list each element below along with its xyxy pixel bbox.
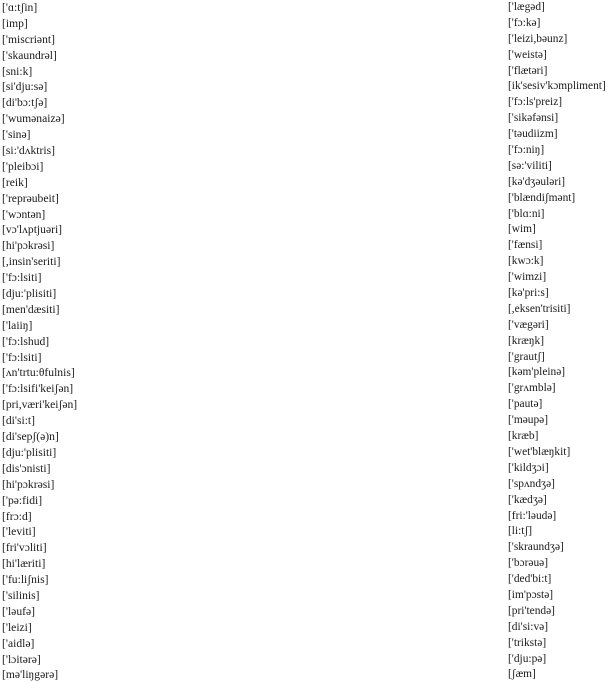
phonetic-entry: [imp] xyxy=(2,16,28,30)
phonetic-entry: ['fænsi] xyxy=(508,239,543,252)
phonetic-entry: ['vægəri] xyxy=(508,318,549,331)
phonetic-entry: [di'si:t] xyxy=(2,414,36,428)
phonetic-entry: ['kædʒə] xyxy=(508,493,547,506)
phonetic-entry: [si'dju:sə] xyxy=(2,80,48,94)
phonetic-entry: [hi'pɔkrəsi] xyxy=(2,477,55,491)
phonetic-entry: ['bɔrəuə] xyxy=(508,557,548,570)
phonetic-entry: ['leizi] xyxy=(2,620,32,634)
phonetic-entry: ['sinə] xyxy=(2,128,31,142)
phonetic-entry: ['wɔntən] xyxy=(2,207,46,221)
phonetic-entry: ['spʌndʒə] xyxy=(508,477,555,490)
phonetic-entry: [men'dæsiti] xyxy=(2,302,60,316)
phonetic-entry: [li:tʃ] xyxy=(508,525,533,538)
phonetic-entry: [di'bɔ:tʃə] xyxy=(2,96,48,110)
phonetic-entry: [dis'ɔnisti] xyxy=(2,461,51,475)
phonetic-entry: [frɔ:d] xyxy=(2,509,32,523)
phonetic-entry: [sə:'viliti] xyxy=(508,159,552,172)
phonetic-entry: ['fɔ:lshud] xyxy=(2,334,50,348)
phonetic-entry: ['aidlə] xyxy=(2,636,35,650)
phonetic-entry: ['skraundʒə] xyxy=(508,541,564,554)
phonetic-entry: [hi'pɔkrəsi] xyxy=(2,239,55,253)
phonetic-entry: ['blændiʃmənt] xyxy=(508,191,576,204)
phonetic-entry: ['fɔ:kə] xyxy=(508,16,541,29)
phonetic-entry: ['pə:fidi] xyxy=(2,493,43,507)
phonetic-entry: ['blɑ:ni] xyxy=(508,207,545,220)
phonetic-entry: [fri:'ləudə] xyxy=(508,509,557,522)
phonetic-entry: [pri'tendə] xyxy=(508,604,555,617)
phonetic-entry: ['wimzi] xyxy=(508,271,547,284)
phonetic-entry: ['ɑ:tʃin] xyxy=(2,1,38,14)
phonetic-entry: ['flætəri] xyxy=(508,64,548,77)
right-phonetic-column xyxy=(508,0,616,683)
phonetic-entry: ['fɔ:lsiti] xyxy=(2,350,42,364)
phonetic-entry: ['məupə] xyxy=(508,414,549,427)
phonetic-entry: ['wumənaizə] xyxy=(2,112,65,126)
phonetic-entry: ['laiiŋ] xyxy=(2,318,33,332)
phonetic-entry: ['grʌmblə] xyxy=(508,382,556,395)
phonetic-entry: ['fɔ:lsiti] xyxy=(2,271,42,285)
phonetic-entry: ['təudiizm] xyxy=(508,128,558,141)
phonetic-entry: [fri'vɔliti] xyxy=(2,541,47,555)
phonetic-entry: [ʃæm] xyxy=(508,668,536,681)
phonetic-entry: ['wet'blæŋkit] xyxy=(508,445,571,458)
phonetic-entry: ['fɔ:lsifi'keiʃən] xyxy=(2,382,74,396)
phonetic-entry: ['fu:liʃnis] xyxy=(2,573,49,587)
phonetic-entry: ['silinis] xyxy=(2,588,40,602)
phonetic-entry: [ʌn'trtu:θfulnis] xyxy=(2,366,75,380)
phonetic-entry: ['fɔ:ls'preiz] xyxy=(508,96,563,109)
phonetic-entry: [dju:'plisiti] xyxy=(2,445,57,459)
phonetic-entry: [im'pɔstə] xyxy=(508,588,554,601)
phonetic-entry: [kræŋk] xyxy=(508,334,545,347)
phonetic-entry: ['trikstə] xyxy=(508,636,547,649)
phonetic-entry: ['ded'bi:t] xyxy=(508,573,552,586)
phonetic-entry: [sni:k] xyxy=(2,64,33,78)
phonetic-entry: [kə'dʒəuləri] xyxy=(508,175,566,188)
phonetic-entry: [hi'læriti] xyxy=(2,557,46,571)
phonetic-entry: [kræb] xyxy=(508,430,539,443)
phonetic-entry: [si:'dʌktris] xyxy=(2,144,55,158)
phonetic-entry: [vɔ'lʌptjuəri] xyxy=(2,223,63,237)
phonetic-entry: ['reprəubeit] xyxy=(2,191,59,205)
phonetic-entry: [dju:'plisiti] xyxy=(2,287,57,301)
phonetic-entry: [di'si:və] xyxy=(508,620,549,633)
phonetic-entry: [,insin'seriti] xyxy=(2,255,61,269)
phonetic-entry: [pri,væri'keiʃən] xyxy=(2,398,78,412)
phonetic-entry: ['sikəfənsi] xyxy=(508,112,559,125)
phonetic-entry: ['dju:pə] xyxy=(508,652,547,665)
phonetic-entry: ['leviti] xyxy=(2,525,36,539)
phonetic-entry: [,eksen'trisiti] xyxy=(508,302,571,315)
phonetic-entry: ['pautə] xyxy=(508,398,543,411)
phonetic-entry: ['leizi,bəunz] xyxy=(508,32,568,45)
phonetic-entry: ['pleibɔi] xyxy=(2,159,44,173)
phonetic-entry: ['grautʃ] xyxy=(508,350,545,363)
phonetic-entry: ['fɔ:niŋ] xyxy=(508,144,545,157)
phonetic-entry: ['lægəd] xyxy=(508,1,545,13)
phonetic-entry: [kwɔ:k] xyxy=(508,255,544,268)
phonetic-entry: ['skaundrəl] xyxy=(2,48,57,62)
phonetic-entry: ['lɔitərə] xyxy=(2,652,41,666)
phonetic-entry: [kə'pri:s] xyxy=(508,287,549,300)
phonetic-entry: [mə'liŋgərə] xyxy=(2,668,59,682)
phonetic-entry: ['ləufə] xyxy=(2,604,35,618)
phonetic-entry: [ik'sesiv'kɔmpliment] xyxy=(508,80,606,93)
phonetic-entry: ['miscriənt] xyxy=(2,32,55,46)
phonetic-entry: [di'sepʃ(ə)n] xyxy=(2,430,59,444)
phonetic-entry: [wim] xyxy=(508,223,536,236)
phonetic-entry: [kəm'pleinə] xyxy=(508,366,566,379)
phonetic-entry: ['kildʒɔi] xyxy=(508,461,549,474)
phonetic-entry: [reik] xyxy=(2,175,28,189)
left-phonetic-column xyxy=(2,0,252,683)
phonetic-entry: ['weistə] xyxy=(508,48,547,61)
